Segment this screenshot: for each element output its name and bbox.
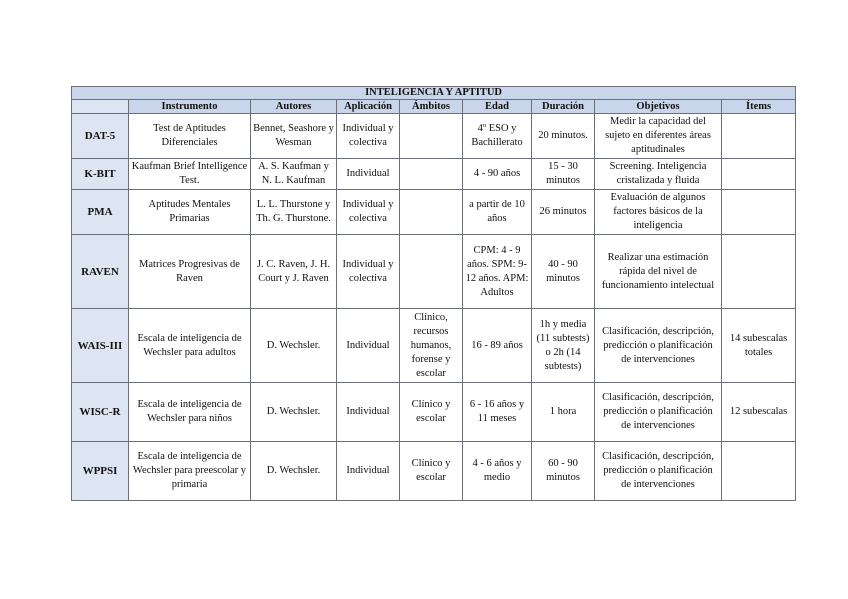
cell-ambitos xyxy=(400,114,463,159)
table-row xyxy=(72,442,796,501)
cell-edad: 6 - 16 años y 11 meses xyxy=(463,383,532,442)
cell-autores: D. Wechsler. xyxy=(251,442,337,501)
cell-ambitos xyxy=(400,190,463,235)
table-row xyxy=(72,309,796,383)
cell-ambitos: Clínico, recursos humanos, forense y escolar xyxy=(400,309,463,383)
cell-objetivos: Medir la capacidad del sujeto en diferentes áreas aptitudinales xyxy=(595,114,722,159)
row-name: PMA xyxy=(72,190,129,235)
row-name: WPPSI xyxy=(72,442,129,501)
row-name: K-BIT xyxy=(72,159,129,190)
cell-autores: D. Wechsler. xyxy=(251,309,337,383)
cell-ambitos xyxy=(400,235,463,309)
header-items: Ítems xyxy=(722,100,796,114)
table-row xyxy=(72,190,796,235)
table-row xyxy=(72,383,796,442)
header-aplicacion: Aplicación xyxy=(337,100,400,114)
cell-objetivos: Evaluación de algunos factores básicos de la inteligencia xyxy=(595,190,722,235)
cell-edad: 4º ESO y Bachillerato xyxy=(463,114,532,159)
cell-items xyxy=(722,159,796,190)
cell-instrumento: Test de Aptitudes Diferenciales xyxy=(129,114,251,159)
table-row xyxy=(72,235,796,309)
cell-edad: 16 - 89 años xyxy=(463,309,532,383)
header-instrumento: Instrumento xyxy=(129,100,251,114)
cell-instrumento: Escala de inteligencia de Wechsler para niños xyxy=(129,383,251,442)
header-ambitos: Ámbitos xyxy=(400,100,463,114)
cell-aplicacion: Individual xyxy=(337,442,400,501)
cell-items xyxy=(722,114,796,159)
cell-objetivos: Clasificación, descripción, predicción o planificación de intervenciones xyxy=(595,309,722,383)
header-blank xyxy=(72,100,129,114)
header-objetivos: Objetivos xyxy=(595,100,722,114)
cell-items xyxy=(722,442,796,501)
cell-items xyxy=(722,190,796,235)
cell-aplicacion: Individual y colectiva xyxy=(337,114,400,159)
cell-autores: A. S. Kaufman y N. L. Kaufman xyxy=(251,159,337,190)
cell-items: 12 subescalas xyxy=(722,383,796,442)
cell-objetivos: Realizar una estimación rápida del nivel de funcionamiento intelectual xyxy=(595,235,722,309)
cell-instrumento: Matrices Progresivas de Raven xyxy=(129,235,251,309)
cell-duracion: 40 - 90 minutos xyxy=(532,235,595,309)
cell-items: 14 subescalas totales xyxy=(722,309,796,383)
cell-instrumento: Kaufman Brief Intelligence Test. xyxy=(129,159,251,190)
cell-ambitos: Clínico y escolar xyxy=(400,442,463,501)
cell-autores: Bennet, Seashore y Wesman xyxy=(251,114,337,159)
row-name: WISC-R xyxy=(72,383,129,442)
cell-aplicacion: Individual y colectiva xyxy=(337,190,400,235)
header-autores: Autores xyxy=(251,100,337,114)
cell-instrumento: Escala de inteligencia de Wechsler para preescolar y primaria xyxy=(129,442,251,501)
header-edad: Edad xyxy=(463,100,532,114)
row-name: DAT-5 xyxy=(72,114,129,159)
cell-items xyxy=(722,235,796,309)
cell-ambitos xyxy=(400,159,463,190)
cell-edad: 4 - 6 años y medio xyxy=(463,442,532,501)
cell-duracion: 1 hora xyxy=(532,383,595,442)
cell-aplicacion: Individual y colectiva xyxy=(337,235,400,309)
table-title: INTELIGENCIA Y APTITUD xyxy=(72,87,796,100)
cell-instrumento: Escala de inteligencia de Wechsler para adultos xyxy=(129,309,251,383)
cell-edad: 4 - 90 años xyxy=(463,159,532,190)
cell-objetivos: Clasificación, descripción, predicción o planificación de intervenciones xyxy=(595,383,722,442)
cell-ambitos: Clínico y escolar xyxy=(400,383,463,442)
table-row xyxy=(72,159,796,190)
cell-duracion: 26 minutos xyxy=(532,190,595,235)
cell-duracion: 15 - 30 minutos xyxy=(532,159,595,190)
cell-edad: CPM: 4 - 9 años. SPM: 9- 12 años. APM: Adultos xyxy=(463,235,532,309)
cell-aplicacion: Individual xyxy=(337,309,400,383)
cell-instrumento: Aptitudes Mentales Primarias xyxy=(129,190,251,235)
cell-aplicacion: Individual xyxy=(337,383,400,442)
cell-autores: J. C. Raven, J. H. Court y J. Raven xyxy=(251,235,337,309)
intelligence-table xyxy=(71,86,796,501)
cell-edad: a partir de 10 años xyxy=(463,190,532,235)
cell-autores: D. Wechsler. xyxy=(251,383,337,442)
cell-objetivos: Clasificación, descripción, predicción o planificación de intervenciones xyxy=(595,442,722,501)
table-row xyxy=(72,114,796,159)
cell-duracion: 20 minutos. xyxy=(532,114,595,159)
row-name: RAVEN xyxy=(72,235,129,309)
cell-duracion: 1h y media (11 subtests) o 2h (14 subtests) xyxy=(532,309,595,383)
cell-duracion: 60 - 90 minutos xyxy=(532,442,595,501)
cell-autores: L. L. Thurstone y Th. G. Thurstone. xyxy=(251,190,337,235)
header-row xyxy=(72,100,796,114)
row-name: WAIS-III xyxy=(72,309,129,383)
cell-aplicacion: Individual xyxy=(337,159,400,190)
header-duracion: Duración xyxy=(532,100,595,114)
cell-objetivos: Screening. Inteligencia cristalizada y fluida xyxy=(595,159,722,190)
